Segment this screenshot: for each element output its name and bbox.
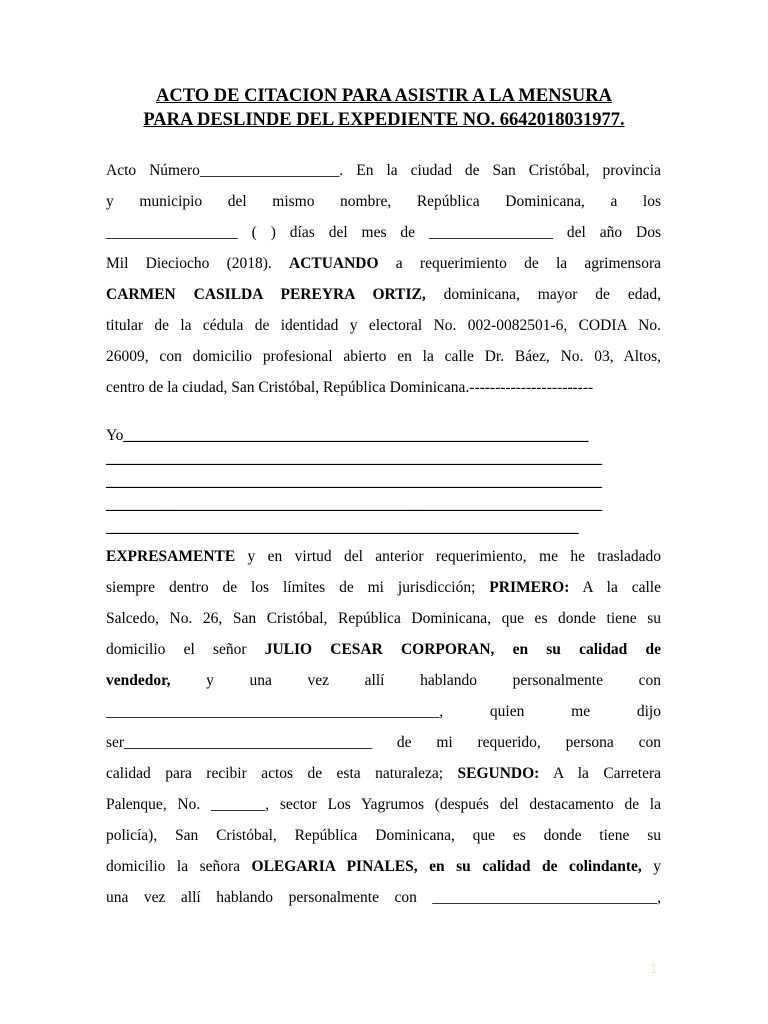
intro-text: dominicana, mayor de edad,: [425, 286, 661, 303]
exp-line-10: policía), San Cristóbal, República Dominicana, que es donde tiene su: [106, 827, 661, 844]
exp-line-3: Salcedo, No. 26, San Cristóbal, República Dominicana, que es donde tiene su: [106, 610, 661, 627]
intro-line-4: [106, 248, 661, 279]
exp-line-7: ser________________________________ de mi requerido, persona con: [106, 734, 661, 751]
yo-row-1: [106, 424, 661, 447]
exp-line-2: [106, 572, 661, 603]
intro-line-3: _________________ ( ) días del mes de ________________ del año Dos: [106, 224, 661, 241]
expresamente-bold: EXPRESAMENTE: [106, 548, 236, 565]
vendedor-bold: vendedor,: [106, 672, 171, 689]
segundo-bold: SEGUNDO:: [457, 765, 540, 782]
exp-text: domicilio el señor: [106, 641, 265, 658]
exp-text: siempre dentro de los límites de mi jurisdicción;: [106, 579, 490, 596]
blank-line: ________________________________________________________________: [106, 473, 602, 490]
exp-text: y una vez allí hablando personalmente con: [170, 672, 661, 689]
exp-line-6: ___________________________________________, quien me dijo: [106, 703, 661, 720]
yo-block: [106, 424, 661, 539]
exp-line-12: una vez allí hablando personalmente con _____________________________,: [106, 889, 661, 906]
intro-text: a requerimiento de la agrimensora: [378, 255, 661, 272]
exp-line-5: [106, 665, 661, 696]
exp-line-4: [106, 634, 661, 665]
paragraph-intro: [106, 155, 661, 403]
intro-line-1: Acto Número__________________. En la ciudad de San Cristóbal, provincia: [106, 162, 661, 179]
exp-text: y en virtud del anterior requerimiento, me he trasladado: [235, 548, 661, 565]
blank-line: ____________________________________________________________: [123, 427, 589, 444]
title-line-2: PARA DESLINDE DEL EXPEDIENTE NO. 6642018031977.: [143, 110, 625, 130]
document-title: [106, 84, 662, 132]
blank-line: ________________________________________________________________: [106, 496, 602, 513]
actuando-bold: ACTUANDO: [289, 255, 379, 272]
blank-line: ________________________________________________________________: [106, 450, 602, 467]
intro-line-7: 26009, con domicilio profesional abierto en la calle Dr. Báez, No. 03, Altos,: [106, 348, 661, 365]
exp-line-1: [106, 541, 661, 572]
agrimensora-name: CARMEN CASILDA PEREYRA ORTIZ,: [106, 286, 426, 303]
paragraph-expresamente: [106, 541, 661, 913]
yo-label: Yo: [106, 427, 124, 444]
intro-line-6: titular de la cédula de identidad y electoral No. 002-0082501-6, CODIA No.: [106, 317, 661, 334]
intro-line-2: y municipio del mismo nombre, República Dominicana, a los: [106, 193, 661, 210]
exp-text: A la Carretera: [539, 765, 662, 782]
vendedor-name: JULIO CESAR CORPORAN, en su calidad de: [264, 641, 661, 658]
colindante-name: OLEGARIA PINALES, en su calidad de colindante,: [251, 858, 642, 875]
title-line-1: ACTO DE CITACION PARA ASISTIR A LA MENSURA: [156, 86, 612, 106]
intro-line-5: [106, 279, 661, 310]
exp-line-8: [106, 758, 661, 789]
exp-text: y: [641, 858, 661, 875]
exp-text: domicilio la señora: [106, 858, 252, 875]
exp-line-11: [106, 851, 661, 882]
exp-text: A la calle: [569, 579, 661, 596]
blank-line: _____________________________________________________________: [106, 519, 579, 536]
intro-text: Mil Dieciocho (2018).: [106, 255, 289, 272]
intro-line-8: centro de la ciudad, San Cristóbal, República Dominicana.------------------------: [106, 379, 594, 396]
exp-text: calidad para recibir actos de esta naturaleza;: [106, 765, 458, 782]
page-number: 1: [650, 960, 658, 976]
primero-bold: PRIMERO:: [489, 579, 570, 596]
exp-line-9: Palenque, No. _______, sector Los Yagrumos (después del destacamento de la: [106, 796, 661, 813]
